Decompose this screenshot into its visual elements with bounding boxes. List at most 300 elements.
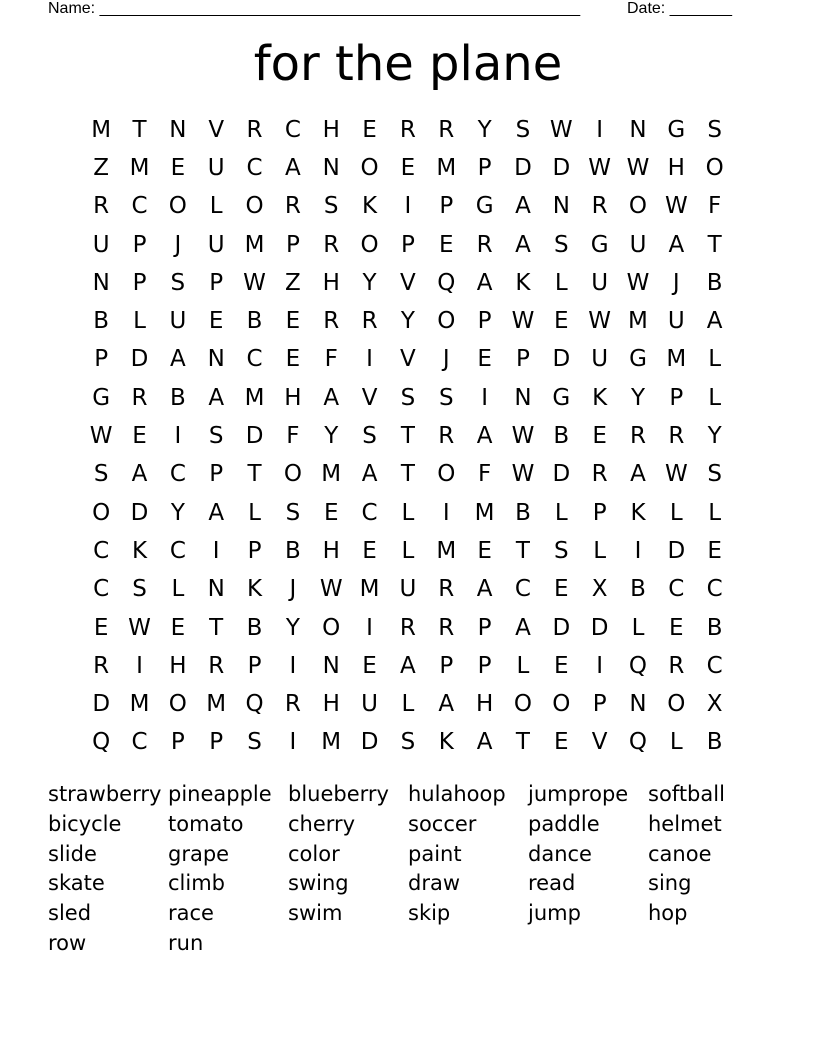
grid-cell: L <box>708 346 722 373</box>
grid-cell: U <box>399 576 417 603</box>
grid-cell: W <box>588 154 612 181</box>
grid-cell: E <box>438 231 454 258</box>
grid-cell: M <box>244 231 265 258</box>
grid-cell: I <box>404 193 412 220</box>
grid-cell: F <box>286 423 300 450</box>
grid-cell: W <box>664 461 688 488</box>
grid-cell: N <box>92 269 110 296</box>
grid-cell: I <box>212 537 220 564</box>
grid-cell: M <box>244 384 265 411</box>
grid-cell: C <box>706 576 723 603</box>
grid-cell: J <box>672 269 680 296</box>
grid-cell: I <box>481 384 488 411</box>
grid-cell: E <box>707 537 722 564</box>
grid-cell: W <box>626 154 650 181</box>
grid-cell: O <box>360 231 379 258</box>
word-list-item: skate <box>48 871 105 896</box>
grid-cell: P <box>439 652 454 679</box>
grid-cell: B <box>630 576 646 603</box>
grid-cell: U <box>92 231 110 258</box>
grid-cell: E <box>362 537 377 564</box>
word-list-item: draw <box>408 871 461 896</box>
word-list-item: slide <box>48 841 97 866</box>
word-list-item: strawberry <box>48 782 162 806</box>
word-list-item: helmet <box>648 811 722 836</box>
grid-cell: R <box>438 614 455 641</box>
grid-cell: P <box>209 729 224 756</box>
word-list-item: jumprope <box>528 782 629 806</box>
grid-cell: K <box>362 193 378 220</box>
grid-cell: R <box>361 308 378 335</box>
grid-cell: S <box>400 729 416 756</box>
grid-cell: Y <box>324 423 339 450</box>
grid-cell: W <box>588 308 612 335</box>
grid-cell: W <box>664 193 688 220</box>
grid-cell: H <box>322 537 340 564</box>
grid-cell: N <box>322 154 340 181</box>
grid-cell: S <box>362 423 377 450</box>
grid-cell: R <box>93 652 110 679</box>
grid-cell: B <box>93 308 110 335</box>
word-list-item: swing <box>288 871 349 896</box>
grid-cell: D <box>245 423 264 450</box>
grid-cell: L <box>133 308 146 335</box>
word-list-item: sled <box>48 901 92 926</box>
grid-cell: S <box>515 116 531 143</box>
grid-cell: T <box>247 461 262 488</box>
grid-cell: D <box>590 614 609 641</box>
word-list-item: tomato <box>168 811 244 836</box>
grid-cell: I <box>634 537 642 564</box>
grid-cell: D <box>552 461 571 488</box>
grid-cell: H <box>322 691 340 718</box>
grid-cell: M <box>321 461 342 488</box>
grid-cell: R <box>93 193 110 220</box>
grid-cell: E <box>592 423 607 450</box>
grid-cell: A <box>515 193 531 220</box>
grid-cell: V <box>400 269 416 296</box>
grid-cell: R <box>284 193 301 220</box>
grid-cell: R <box>131 384 148 411</box>
grid-cell: A <box>208 384 225 411</box>
grid-cell: O <box>705 154 724 181</box>
grid-cell: O <box>552 691 571 718</box>
grid-cell: P <box>94 346 109 373</box>
grid-cell: W <box>626 269 650 296</box>
grid-cell: V <box>208 116 225 143</box>
page-title: for the plane <box>253 36 563 92</box>
grid-cell: B <box>246 614 263 641</box>
grid-cell: I <box>442 499 450 526</box>
grid-cell: C <box>706 652 723 679</box>
grid-cell: N <box>169 116 187 143</box>
grid-cell: V <box>400 346 416 373</box>
grid-cell: P <box>285 231 300 258</box>
grid-cell: N <box>629 116 647 143</box>
grid-cell: P <box>400 231 415 258</box>
grid-cell: C <box>131 729 148 756</box>
grid-cell: U <box>361 691 378 718</box>
grid-cell: S <box>707 461 722 488</box>
grid-cell: E <box>669 614 684 641</box>
grid-cell: O <box>667 691 686 718</box>
grid-cell: R <box>668 423 685 450</box>
grid-cell: K <box>630 499 646 526</box>
grid-cell: S <box>170 269 186 296</box>
grid-cell: P <box>247 652 262 679</box>
grid-cell: O <box>437 461 456 488</box>
grid-cell: L <box>669 729 683 756</box>
grid-cell: L <box>248 499 261 526</box>
grid-cell: L <box>708 384 722 411</box>
grid-cell: A <box>438 691 455 718</box>
grid-cell: B <box>169 384 186 411</box>
grid-cell: U <box>169 308 187 335</box>
grid-cell: E <box>400 154 416 181</box>
word-list-item: paddle <box>528 811 600 836</box>
grid-cell: L <box>593 537 607 564</box>
date-field-label: Date: _______ <box>627 0 732 17</box>
grid-cell: D <box>552 346 571 373</box>
grid-cell: Q <box>628 652 648 679</box>
grid-cell: Y <box>170 499 185 526</box>
grid-cell: L <box>708 499 722 526</box>
grid-cell: H <box>667 154 685 181</box>
grid-cell: R <box>438 576 455 603</box>
grid-cell: A <box>668 231 685 258</box>
grid-cell: A <box>476 729 493 756</box>
grid-cell: L <box>669 499 683 526</box>
grid-cell: E <box>170 154 186 181</box>
grid-cell: I <box>366 346 373 373</box>
grid-cell: I <box>366 614 373 641</box>
word-list-item: grape <box>168 841 230 866</box>
grid-cell: E <box>285 308 301 335</box>
grid-cell: B <box>285 537 301 564</box>
grid-cell: E <box>285 346 301 373</box>
grid-cell: P <box>592 499 607 526</box>
grid-cell: J <box>289 576 297 603</box>
grid-cell: C <box>361 499 378 526</box>
grid-cell: H <box>322 116 340 143</box>
grid-cell: G <box>92 384 111 411</box>
grid-cell: Y <box>477 116 492 143</box>
grid-cell: P <box>132 231 147 258</box>
grid-cell: O <box>283 461 302 488</box>
grid-cell: T <box>400 423 415 450</box>
grid-cell: Y <box>285 614 300 641</box>
grid-cell: A <box>285 154 301 181</box>
word-list-item: read <box>528 871 576 896</box>
grid-cell: O <box>168 691 187 718</box>
grid-cell: O <box>513 691 532 718</box>
grid-cell: S <box>132 576 147 603</box>
grid-cell: S <box>93 461 109 488</box>
word-list <box>48 780 768 959</box>
word-list-item: bicycle <box>48 811 122 836</box>
word-search-grid <box>82 111 734 762</box>
grid-cell: D <box>92 691 111 718</box>
grid-cell: S <box>400 384 416 411</box>
grid-cell: H <box>475 691 494 718</box>
grid-cell: N <box>207 346 225 373</box>
grid-cell: U <box>591 269 609 296</box>
grid-cell: T <box>209 614 224 641</box>
word-list-item: dance <box>528 841 592 866</box>
grid-cell: C <box>668 576 685 603</box>
grid-cell: A <box>131 461 148 488</box>
grid-cell: R <box>323 231 340 258</box>
grid-cell: T <box>400 461 415 488</box>
grid-cell: X <box>591 576 608 603</box>
grid-cell: M <box>129 154 150 181</box>
grid-cell: C <box>93 576 110 603</box>
grid-cell: I <box>289 729 297 756</box>
grid-cell: N <box>552 193 570 220</box>
grid-cell: A <box>706 308 723 335</box>
grid-cell: P <box>209 269 224 296</box>
word-list-item: soccer <box>408 811 477 836</box>
grid-cell: M <box>206 691 227 718</box>
grid-cell: M <box>321 729 342 756</box>
grid-cell: F <box>324 346 338 373</box>
grid-cell: W <box>511 423 535 450</box>
grid-cell: L <box>516 652 530 679</box>
word-list-item: run <box>168 930 204 955</box>
grid-cell: M <box>436 537 457 564</box>
word-list-item: blueberry <box>288 782 389 806</box>
grid-cell: E <box>362 652 377 679</box>
grid-cell: U <box>629 231 647 258</box>
grid-cell: U <box>207 231 225 258</box>
word-list-item: paint <box>408 841 462 866</box>
grid-cell: O <box>322 614 341 641</box>
grid-cell: P <box>592 691 607 718</box>
grid-cell: O <box>437 308 456 335</box>
grid-cell: G <box>667 116 686 143</box>
word-list-item: race <box>168 901 214 926</box>
grid-cell: M <box>91 116 112 143</box>
grid-cell: S <box>438 384 454 411</box>
grid-cell: N <box>207 576 225 603</box>
grid-cell: M <box>436 154 457 181</box>
grid-cell: R <box>476 231 493 258</box>
grid-cell: K <box>247 576 263 603</box>
grid-cell: C <box>246 346 263 373</box>
grid-cell: R <box>629 423 646 450</box>
grid-cell: I <box>174 423 182 450</box>
grid-cell: O <box>628 193 648 220</box>
grid-cell: P <box>170 729 185 756</box>
grid-cell: L <box>554 499 568 526</box>
grid-cell: P <box>516 346 530 373</box>
grid-cell: F <box>708 193 722 220</box>
grid-cell: L <box>401 499 415 526</box>
grid-cell: E <box>170 614 186 641</box>
grid-cell: W <box>549 116 573 143</box>
grid-cell: P <box>132 269 147 296</box>
grid-cell: Q <box>628 729 648 756</box>
grid-cell: B <box>706 269 723 296</box>
grid-cell: S <box>707 116 722 143</box>
grid-cell: T <box>515 729 530 756</box>
grid-cell: P <box>477 614 492 641</box>
name-field-label: Name: ______________________________________________________ <box>48 0 581 17</box>
grid-cell: S <box>247 729 262 756</box>
grid-cell: C <box>246 154 263 181</box>
grid-cell: P <box>669 384 684 411</box>
grid-cell: R <box>438 116 455 143</box>
grid-cell: E <box>554 729 569 756</box>
grid-cell: A <box>476 423 493 450</box>
word-list-item: climb <box>168 871 226 896</box>
grid-cell: R <box>438 423 455 450</box>
grid-cell: O <box>168 193 187 220</box>
grid-cell: E <box>477 537 492 564</box>
grid-cell: Y <box>400 308 415 335</box>
grid-cell: R <box>323 308 340 335</box>
grid-cell: B <box>515 499 531 526</box>
grid-cell: J <box>174 231 182 258</box>
grid-cell: D <box>667 537 686 564</box>
grid-cell: G <box>590 231 609 258</box>
grid-cell: L <box>401 691 415 718</box>
grid-cell: R <box>591 193 608 220</box>
grid-cell: B <box>706 614 723 641</box>
word-list-item: softball <box>648 782 725 806</box>
grid-cell: H <box>284 384 302 411</box>
grid-cell: K <box>438 729 454 756</box>
grid-cell: T <box>707 231 722 258</box>
grid-cell: A <box>208 499 225 526</box>
grid-cell: D <box>130 346 149 373</box>
word-list-item: cherry <box>288 811 356 836</box>
grid-cell: K <box>131 537 148 564</box>
grid-cell: P <box>247 537 262 564</box>
grid-cell: O <box>360 154 379 181</box>
word-list-item: row <box>48 930 87 955</box>
grid-cell: P <box>477 308 492 335</box>
grid-cell: S <box>285 499 301 526</box>
grid-cell: R <box>246 116 263 143</box>
grid-cell: K <box>515 269 531 296</box>
grid-cell: E <box>323 499 339 526</box>
grid-cell: C <box>169 537 186 564</box>
grid-cell: M <box>129 691 150 718</box>
grid-cell: G <box>629 346 647 373</box>
grid-cell: L <box>554 269 568 296</box>
grid-cell: A <box>400 652 416 679</box>
grid-cell: R <box>591 461 608 488</box>
grid-cell: D <box>514 154 532 181</box>
grid-cell: M <box>474 499 495 526</box>
grid-cell: E <box>554 576 569 603</box>
grid-cell: N <box>629 691 647 718</box>
grid-cell: H <box>169 652 187 679</box>
grid-cell: P <box>209 461 224 488</box>
grid-cell: E <box>132 423 147 450</box>
grid-cell: P <box>439 193 454 220</box>
grid-cell: W <box>243 269 266 296</box>
grid-cell: R <box>399 614 416 641</box>
grid-cell: D <box>130 499 149 526</box>
grid-cell: T <box>515 537 530 564</box>
grid-cell: Z <box>93 154 110 181</box>
grid-cell: M <box>628 308 648 335</box>
grid-cell: N <box>322 652 340 679</box>
grid-cell: I <box>289 652 297 679</box>
word-list-item: jump <box>528 901 581 926</box>
grid-cell: P <box>477 154 492 181</box>
grid-cell: Z <box>285 269 301 296</box>
grid-cell: Y <box>707 423 722 450</box>
grid-cell: A <box>476 576 493 603</box>
grid-cell: D <box>552 614 571 641</box>
grid-cell: C <box>514 576 531 603</box>
grid-cell: S <box>553 537 569 564</box>
grid-cell: R <box>284 691 301 718</box>
grid-cell: S <box>208 423 224 450</box>
grid-cell: A <box>361 461 378 488</box>
grid-cell: A <box>515 614 531 641</box>
word-list-item: skip <box>408 901 451 926</box>
grid-cell: E <box>93 614 109 641</box>
grid-cell: A <box>476 269 493 296</box>
grid-cell: M <box>359 576 380 603</box>
grid-cell: O <box>92 499 111 526</box>
grid-cell: A <box>169 346 186 373</box>
word-list-item: canoe <box>648 841 712 866</box>
grid-cell: A <box>323 384 340 411</box>
grid-cell: I <box>136 652 143 679</box>
grid-cell: B <box>553 423 570 450</box>
grid-cell: B <box>706 729 723 756</box>
grid-cell: Q <box>92 729 111 756</box>
grid-cell: Y <box>362 269 377 296</box>
grid-cell: R <box>399 116 416 143</box>
grid-cell: C <box>131 193 148 220</box>
grid-cell: O <box>245 193 264 220</box>
grid-cell: Y <box>630 384 646 411</box>
header <box>0 0 816 22</box>
grid-cell: R <box>208 652 225 679</box>
grid-cell: A <box>630 461 646 488</box>
grid-cell: F <box>477 461 492 488</box>
word-list-item: swim <box>288 901 343 926</box>
grid-cell: H <box>322 269 340 296</box>
grid-cell: D <box>552 154 571 181</box>
grid-cell: G <box>552 384 571 411</box>
grid-cell: C <box>169 461 186 488</box>
grid-cell: L <box>631 614 645 641</box>
grid-cell: K <box>592 384 608 411</box>
word-list-item: pineapple <box>168 782 272 806</box>
grid-cell: P <box>477 652 492 679</box>
word-list-item: hop <box>648 901 688 926</box>
grid-cell: R <box>668 652 685 679</box>
grid-cell: M <box>666 346 687 373</box>
grid-cell: U <box>667 308 685 335</box>
grid-cell: N <box>514 384 532 411</box>
grid-cell: E <box>208 308 224 335</box>
grid-cell: W <box>319 576 343 603</box>
grid-cell: W <box>89 423 113 450</box>
grid-cell: A <box>515 231 531 258</box>
grid-cell: I <box>596 116 604 143</box>
grid-cell: E <box>477 346 492 373</box>
grid-cell: S <box>323 193 339 220</box>
grid-cell: E <box>554 308 569 335</box>
